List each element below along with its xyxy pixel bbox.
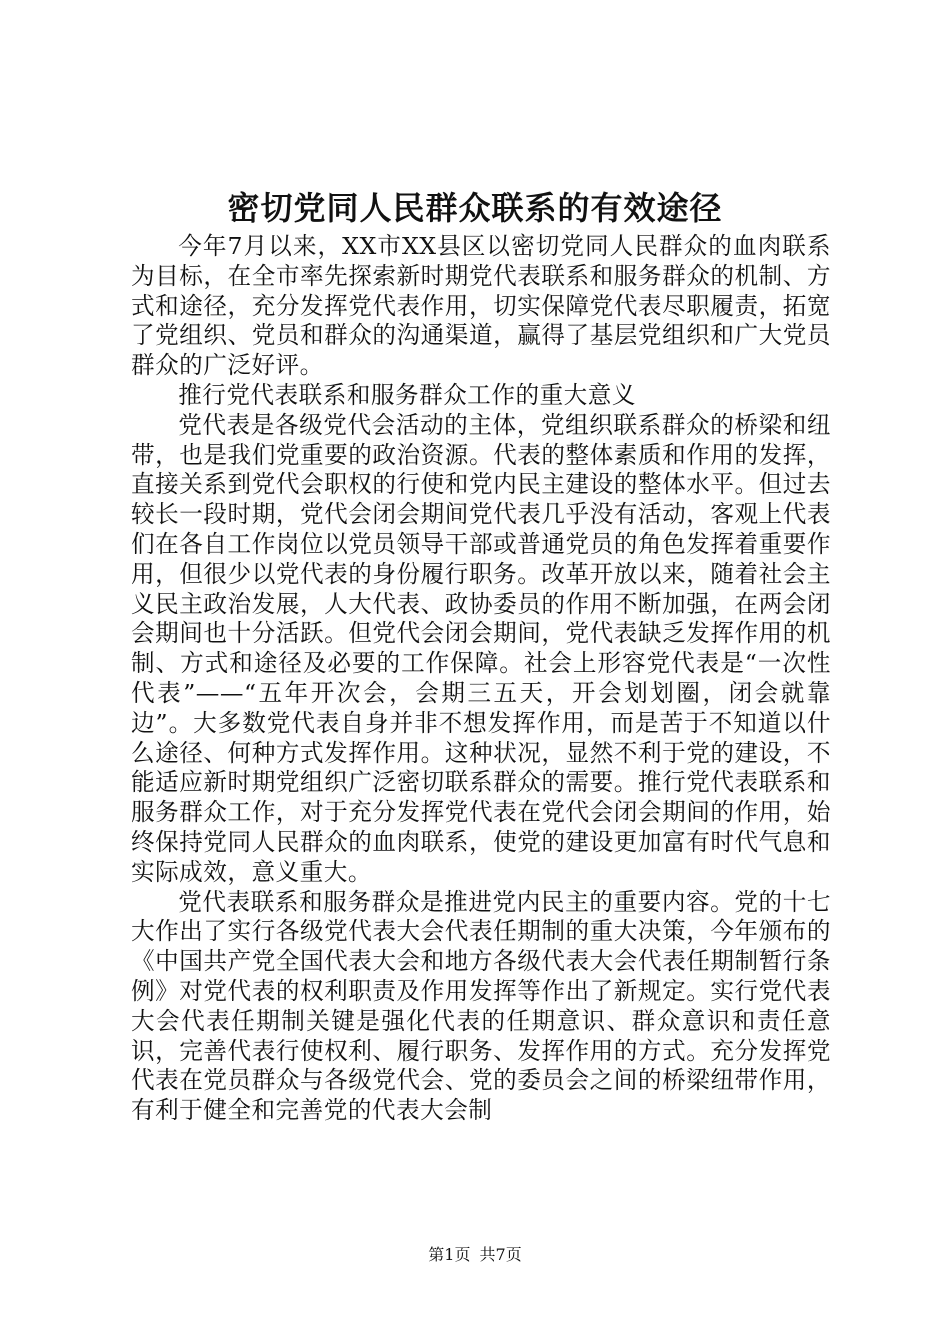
document-title: 密切党同人民群众联系的有效途径 [227, 189, 723, 227]
paragraph-significance: 党代表是各级党代会活动的主体，党组织联系群众的桥梁和纽带，也是我们党重要的政治资源。代表的整体素质和作用的发挥，直接关系到党代会职权的行使和党内民主建设的整体水平。但过去较长一段时期，党代会闭会期间党代表几乎没有活动，客观上代表们在各自工作岗位以党员领导干部或普通党员的角色发挥着重要作用，但很少以党代表的身份履行职务。改革开放以来，随着社会主义民主政治发展，人大代表、政协委员的作用不断加强，在两会闭会期间也十分活跃。但党代会闭会期间，党代表缺乏发挥作用的机制、方式和途径及必要的工作保障。社会上形容党代表是“一次性代表”——“五年开次会，会期三五天，开会划划圈，闭会就靠边”。大多数党代表自身并非不想发挥作用，而是苦于不知道以什么途径、何种方式发挥作用。这种状况，显然不利于党的建设，不能适应新时期党组织广泛密切联系群众的需要。推行党代表联系和服务群众工作，对于充分发挥党代表在党代会闭会期间的作用，始终保持党同人民群众的血肉联系，使党的建设更加富有时代气息和实际成效，意义重大。 [131, 410, 831, 886]
page-number: 第1页 [428, 1245, 471, 1264]
paragraph-intro: 今年7月以来，XX市XX县区以密切党同人民群众的血肉联系为目标，在全市率先探索新时期党代表联系和服务群众的机制、方式和途径，充分发挥党代表作用，切实保障党代表尽职履责，拓宽了党组织、党员和群众的沟通渠道，赢得了基层党组织和广大党员群众的广泛好评。 [131, 232, 831, 380]
section-heading: 推行党代表联系和服务群众工作的重大意义 [178, 380, 636, 409]
paragraph-inner-party-democracy: 党代表联系和服务群众是推进党内民主的重要内容。党的十七大作出了实行各级党代表大会代表任期制的重大决策，今年颁布的《中国共产党全国代表大会和地方各级代表大会代表任期制暂行条例》对党代表的权利职责及作用发挥等作出了新规定。实行党代表大会代表任期制关键是强化代表的任期意识、群众意识和责任意识，完善代表行使权利、履行职务、发挥作用的方式。充分发挥党代表在党员群众与各级党代会、党的委员会之间的桥梁纽带作用，有利于健全和完善党的代表大会制 [131, 887, 831, 1125]
page-footer [0, 1244, 950, 1266]
document-body [131, 232, 831, 1126]
page-total: 共7页 [479, 1245, 522, 1264]
